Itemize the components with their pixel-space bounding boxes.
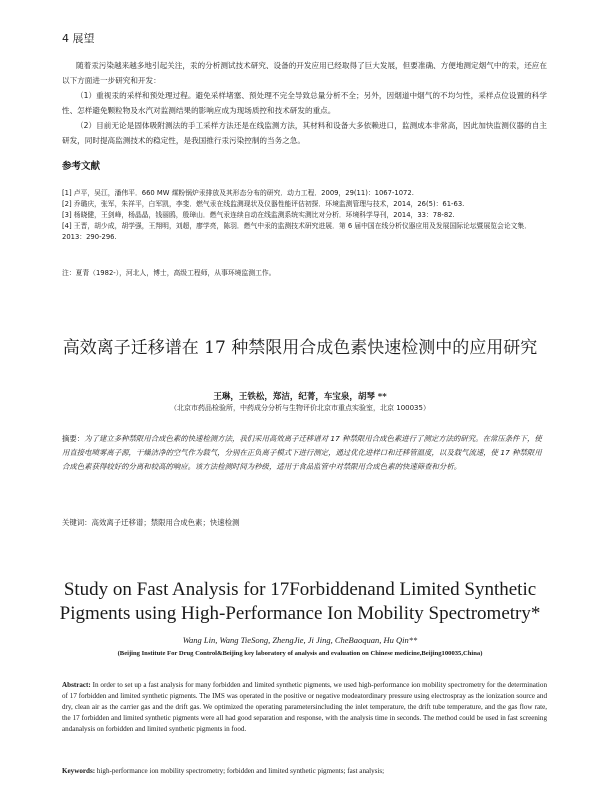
en-abstract-label: Abstract:	[62, 681, 91, 689]
en-keywords-label: Keywords:	[62, 767, 96, 775]
en-article-title: Study on Fast Analysis for 17Forbiddenand Limited Synthetic Pigments using High-Performance Ion Mobility Spectrometry*	[59, 579, 541, 624]
reference-item: [2] 乔璐庆，张军，朱祥平，白军凯，李斐．燃气汞在线监测现状及仪器性能评估初探．环境监测管理与技术，2014，26(5)：61-63.	[62, 200, 465, 208]
cn-keywords-label: 关键词：	[62, 518, 92, 527]
cn-affiliation: （北京市药品检验所，中药成分分析与生物评价北京市重点实验室，北京 100035）	[170, 404, 430, 412]
reference-list	[62, 188, 552, 243]
section-heading: 4 展望	[62, 32, 95, 45]
cn-abstract-label: 摘要：	[62, 434, 85, 443]
cn-authors: 王琳，王铁松，郑洁，纪菁，车宝泉，胡琴 **	[213, 392, 387, 402]
outlook-paragraph-1: 随着汞污染越来越多地引起关注，汞的分析测试技术研究、设备的开发应用已经取得了巨大发展，但要准确、方便地测定烟气中的汞，还应在以下方面进一步研究和开发：	[62, 61, 547, 85]
references-heading: 参考文献	[62, 161, 101, 172]
en-abstract	[62, 680, 547, 735]
en-keywords-text: high-performance ion mobility spectrometry; forbidden and limited synthetic pigments; fast analysis;	[96, 767, 385, 775]
cn-keywords	[62, 517, 547, 528]
cn-article-title: 高效离子迁移谱在 17 种禁限用合成色素快速检测中的应用研究	[62, 338, 538, 358]
en-authors: Wang Lin, Wang TieSong, ZhengJie, Ji Jing, CheBaoquan, Hu Qin**	[182, 635, 418, 645]
reference-item: [1] 卢平，吴江，潘伟平．660 MW 煤粉锅炉汞排放及其形态分布的研究．动力工程．2009，29(11)：1067-1072.	[62, 189, 414, 197]
en-keywords	[62, 767, 547, 775]
cn-abstract	[62, 432, 547, 474]
reference-item: [4] 王晋，胡少成，胡学强，王翔明，刘超，廖学亮，陈羽．燃气中汞的监测技术研究进展．第 6 届中国在线分析仪器应用及发展国际论坛暨展览会论文集．2013：290-296.	[62, 222, 532, 241]
author-note: 注：夏青（1982-），河北人，博士，高级工程师，从事环境监测工作。	[62, 269, 276, 277]
en-abstract-text: In order to set up a fast analysis for many forbidden and limited synthetic pigments, we used high-performance ion mobility spectrometry for the determination of 17 forbidden and limited synthetic pigments. The IMS was operated in the positive or negative modeatordinary pressure using electrospray as the ionization source and dry, clean air as the carrier gas and the drift gas. We optimized the operating parametersincluding the inlet temperature, the drift tube temperature, and the gas flow rate, the 17 forbidden and limited synthetic pigments were all had good separation and response, with the analysis time in seconds. The method could be used in fast screening andanalysis on forbidden and limited synthetic pigments in food.	[62, 681, 547, 733]
cn-keywords-text: 高效离子迁移谱；禁限用合成色素；快速检测	[91, 518, 240, 527]
en-affiliation: (Beijing Institute For Drug Control&Beijing key laboratory of analysis and evaluation on Chinese medicine,Beijing100035,China)	[117, 650, 483, 657]
outlook-paragraph-2: （1）重视汞的采样和预处理过程。避免采样堵塞、预处理不完全导致总量分析不全；另外，因烟道中烟气的不均匀性，采样点位设置的科学性、怎样避免颗粒物及水汽对监测结果的影响应成为现场质控和技术研发的重点。	[62, 91, 547, 115]
reference-item: [3] 杨晓健，王剑峰，杨晶晶，钱丽鸥，殷璋山．燃气汞连续自动在线监测系统实测比对分析．环境科学导刊，2014，33：78-82.	[62, 211, 455, 219]
cn-abstract-text: 为了建立多种禁限用合成色素的快速检测方法，我们采用高效离子迁移谱对 17 种禁限用合成色素进行了测定方法的研究。在常压条件下，使用直接电喷雾离子源，干燥洁净的空气作为载气，分别在正负离子模式下进行测定，通过优化进样口和迁移管温度，以及载气流速，使 17 种禁限用合成色素获得较好的分离和较高的响应。该方法检测时间为秒级，适用于食品监管中对禁限用合成色素的快速筛查和分析。	[62, 434, 542, 471]
outlook-paragraph-3: （2）目前无论是固体吸附测法的手工采样方法还是在线监测方法，其材料和设备大多依赖进口，监测成本非常高，因此加快监测仪器的自主研发，同时提高监测技术的稳定性，是我国推行汞污染控制的当务之急。	[62, 121, 547, 145]
